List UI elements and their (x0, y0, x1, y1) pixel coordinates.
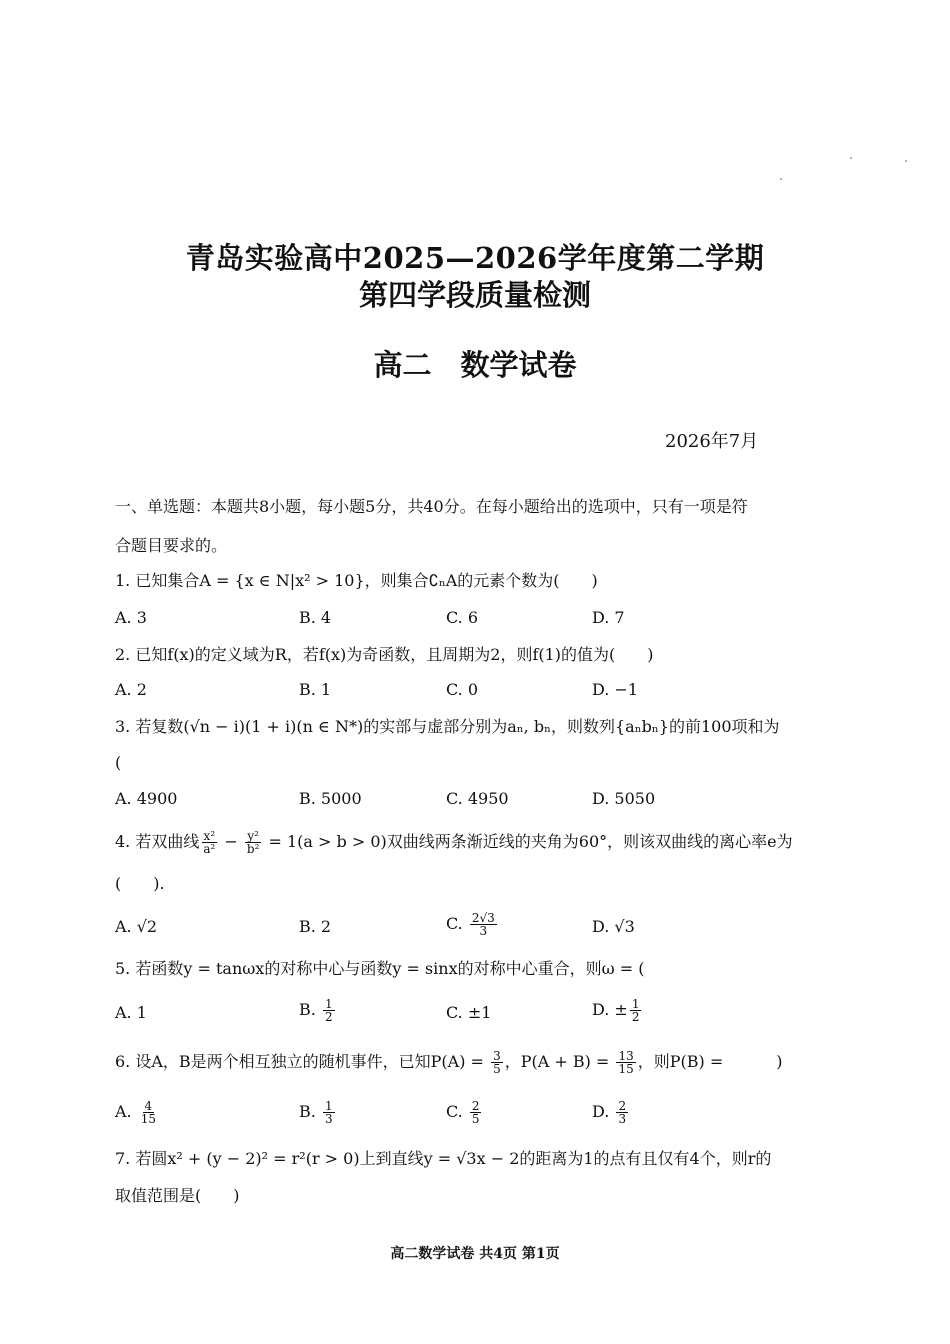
q4-option-d: D. √3 (592, 917, 635, 936)
q5-option-d (592, 998, 643, 1023)
frac-numerator: x² (203, 829, 216, 843)
q4-fraction-y (245, 830, 262, 855)
q5-option-d-fraction (630, 998, 642, 1023)
q5-option-c: C. ±1 (446, 1003, 492, 1022)
q1-option-d: D. 7 (592, 608, 625, 627)
q6-option-a-label: A. (115, 1102, 137, 1121)
frac-denominator: 3 (618, 1112, 627, 1126)
q6-option-d-fraction (616, 1100, 628, 1125)
q6-fraction-pa (491, 1050, 503, 1075)
frac-denominator: a² (203, 842, 216, 856)
q6-option-a-fraction (139, 1100, 158, 1125)
q6-option-b (299, 1100, 337, 1125)
frac-denominator: b² (246, 842, 260, 856)
question-3-line2: ( (115, 753, 122, 772)
question-3: 3. 若复数(√n − i)(1 + i)(n ∈ N*)的实部与虚部分别为aₙ, bₙ，则数列{aₙbₙ}的前100项和为 (115, 717, 780, 736)
frac-denominator: 2 (631, 1010, 640, 1024)
question-7: 7. 若圆x² + (y − 2)² = r²(r > 0)上到直线y = √3x − 2的距离为1的点有且仅有4个，则r的 (115, 1149, 772, 1168)
frac-numerator: 13 (618, 1049, 634, 1063)
q2-option-c: C. 0 (446, 680, 479, 699)
frac-numerator: 1 (324, 997, 333, 1011)
q6-option-b-label: B. (299, 1102, 321, 1121)
frac-numerator: 2 (471, 1099, 480, 1113)
q6-fraction-pab (616, 1050, 635, 1075)
q3-option-b: B. 5000 (299, 789, 362, 808)
q2-option-b: B. 1 (299, 680, 332, 699)
q5-option-b-fraction (323, 998, 335, 1023)
section-instructions-line2: 合题目要求的。 (115, 536, 228, 555)
q6-option-a (115, 1100, 160, 1125)
exam-title-line3: 高二 数学试卷 (373, 348, 577, 382)
q5-option-b (299, 998, 337, 1023)
q2-option-d: D. −1 (592, 680, 639, 699)
frac-numerator: 1 (324, 1099, 333, 1113)
q1-option-a: A. 3 (115, 608, 147, 627)
question-4: 4. 若双曲线 $\frac{\text{x²}}{\text{a²}}$ − $\frac{\text{y²}}{\text{b²}}$ = 1(a > b > 0)双曲线两条渐近线的夹角为60°，则该双曲线的离心率e为 (115, 829, 793, 856)
exam-date: 2026年7月 (665, 431, 759, 452)
q4-option-c-fraction (470, 912, 497, 937)
question-6 (115, 1050, 835, 1075)
frac-numerator: 2 (618, 1099, 627, 1113)
scan-speck (905, 160, 907, 162)
frac-denominator: 15 (140, 1112, 157, 1126)
q4-option-c (446, 912, 499, 937)
q4-option-b: B. 2 (299, 917, 332, 936)
q1-option-b: B. 4 (299, 608, 332, 627)
q4-fraction-x (201, 830, 217, 855)
frac-numerator: 3 (493, 1049, 501, 1063)
section-instructions-line1: 一、单选题：本题共8小题，每小题5分，共40分。在每小题给出的选项中，只有一项是符 (115, 497, 748, 516)
q4-text-post: = 1(a > b > 0)双曲线两条渐近线的夹角为60°，则该双曲线的离心率e为 (263, 832, 793, 851)
frac-denominator: 5 (471, 1112, 480, 1126)
question-5: 5. 若函数y = tanωx的对称中心与函数y = sinx的对称中心重合，则ω = ( (115, 959, 645, 978)
question-1: 1. 已知集合A = {x ∈ N|x² > 10}，则集合∁ₙA的元素个数为( ) (115, 571, 598, 590)
frac-numerator: 1 (631, 997, 640, 1011)
exam-title-line2: 第四学段质量检测 (358, 278, 591, 312)
q1-option-c: C. 6 (446, 608, 479, 627)
scan-speck (780, 178, 782, 180)
q4-option-a: A. √2 (115, 917, 158, 936)
frac-denominator: 15 (618, 1062, 634, 1076)
q5-option-d-label: D. ± (592, 1000, 628, 1019)
question-2: 2. 已知f(x)的定义域为R，若f(x)为奇函数，且周期为2，则f(1)的值为( ) (115, 645, 654, 664)
q6-text-post: ，则P(B) = ) (637, 1052, 783, 1071)
q5-option-a: A. 1 (115, 1003, 147, 1022)
q4-text-pre: 4. 若双曲线 (115, 832, 200, 851)
q6-text-pre: 6. 设A，B是两个相互独立的随机事件，已知P(A) = (115, 1052, 490, 1071)
frac-numerator: 4 (144, 1099, 153, 1113)
q3-option-c: C. 4950 (446, 789, 509, 808)
q6-option-d-label: D. (592, 1102, 615, 1121)
frac-denominator: 2 (324, 1010, 333, 1024)
scan-speck (850, 157, 852, 159)
q6-option-c-fraction (470, 1100, 482, 1125)
exam-title-line1: 青岛实验高中2025—2026学年度第二学期 (185, 241, 765, 275)
q3-option-a: A. 4900 (115, 789, 178, 808)
q6-option-c-label: C. (446, 1102, 468, 1121)
question-7-line2: 取值范围是( ) (115, 1186, 240, 1205)
question-4-line2: ( ). (115, 874, 165, 893)
frac-denominator: 3 (324, 1112, 333, 1126)
q6-option-b-fraction (323, 1100, 335, 1125)
q4-option-c-label: C. (446, 914, 468, 933)
q2-option-a: A. 2 (115, 680, 147, 699)
q6-option-d (592, 1100, 630, 1125)
frac-denominator: 3 (479, 924, 488, 938)
frac-denominator: 5 (493, 1062, 501, 1076)
q6-option-c (446, 1100, 483, 1125)
q5-option-b-label: B. (299, 1000, 321, 1019)
frac-numerator: 2√3 (471, 911, 495, 925)
frac-numerator: y² (247, 829, 259, 843)
q3-option-d: D. 5050 (592, 789, 656, 808)
q6-text-mid: ，P(A + B) = (504, 1052, 615, 1071)
page-footer: 高二数学试卷 共4页 第1页 (390, 1246, 560, 1262)
